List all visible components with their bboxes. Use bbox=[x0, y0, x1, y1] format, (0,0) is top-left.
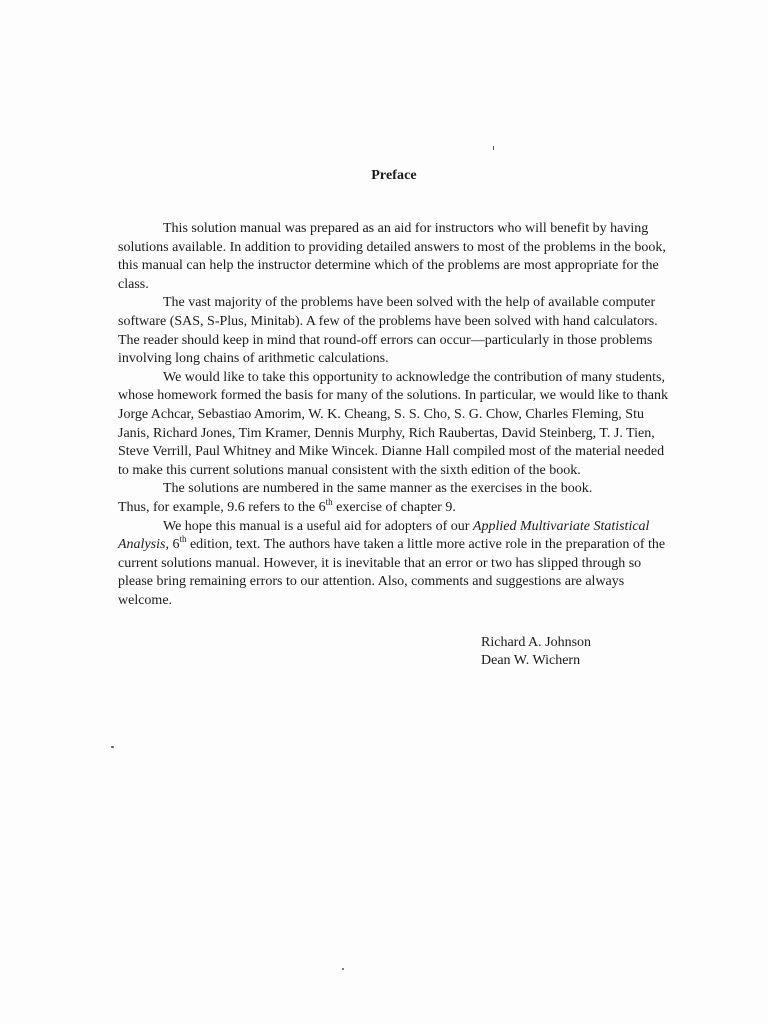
paragraph-5 bbox=[118, 518, 670, 611]
paragraph-5-text-a: We hope this manual is a useful aid for adopters of our bbox=[163, 518, 473, 534]
signature-block bbox=[481, 634, 591, 670]
paragraph-1: This solution manual was prepared as an aid for instructors who will benefit by having solutions available. In addition to providing detailed answers to most of the problems in the book, this manual can help the instructor determine which of the problems are most appropriate for the class. bbox=[118, 221, 666, 292]
book-title: Applied Multivariate Statistical Analysis bbox=[118, 518, 650, 553]
author-name: Richard A. Johnson bbox=[481, 635, 592, 650]
paragraph-4-line-1: The solutions are numbered in the same manner as the exercises in the book. bbox=[163, 481, 593, 497]
ordinal-suffix: th bbox=[179, 534, 187, 545]
author-name: Dean W. Wichern bbox=[481, 653, 581, 668]
paragraph-3: We would like to take this opportunity to acknowledge the contribution of many students, whose homework formed the basis for many of the solutions. In particular, we would like to thank Jorge Achcar, Sebastiao Amorim, W. K. Cheang, S. S. Cho, S. G. Chow, Charles Fleming, Stu Janis, Richard Jones, Tim Kramer, Dennis Murphy, Rich Raubertas, David Steinberg, T. J. Tien, Steve Verrill, Paul Whitney and Mike Wincek. Dianne Hall compiled most of the material needed to make this current solutions manual consistent with the sixth edition of the book. bbox=[118, 369, 668, 478]
page-title: Preface bbox=[371, 168, 417, 183]
scan-speck bbox=[342, 968, 344, 970]
paragraph-2: The vast majority of the problems have been solved with the help of available computer software (SAS, S-Plus, Minitab). A few of the problems have been solved with hand calculators. The reader should keep in mind that round-off errors can occur—particularly in those problems involving long chains of arithmetic calculations. bbox=[118, 295, 658, 367]
paragraph-5-text-b: , 6 bbox=[165, 537, 180, 553]
paragraph-4-continued bbox=[118, 496, 670, 518]
paragraph-5-text-c: edition, text. The authors have taken a little more active role in the preparation of the current solutions manual. However, it is inevitable that an error or two has slipped through so please bring remaining errors to our attention. Also, comments and suggestions are always welcome. bbox=[118, 537, 666, 608]
paragraph-4-line-2a: Thus, for example, 9.6 refers to the 6 bbox=[118, 499, 326, 515]
scan-speck bbox=[493, 146, 494, 150]
ordinal-suffix: th bbox=[325, 496, 333, 507]
scan-speck bbox=[111, 746, 114, 748]
paragraph-4-line-2b: exercise of chapter 9. bbox=[332, 499, 456, 515]
preface-body bbox=[118, 220, 670, 610]
paragraph-4 bbox=[118, 480, 670, 499]
